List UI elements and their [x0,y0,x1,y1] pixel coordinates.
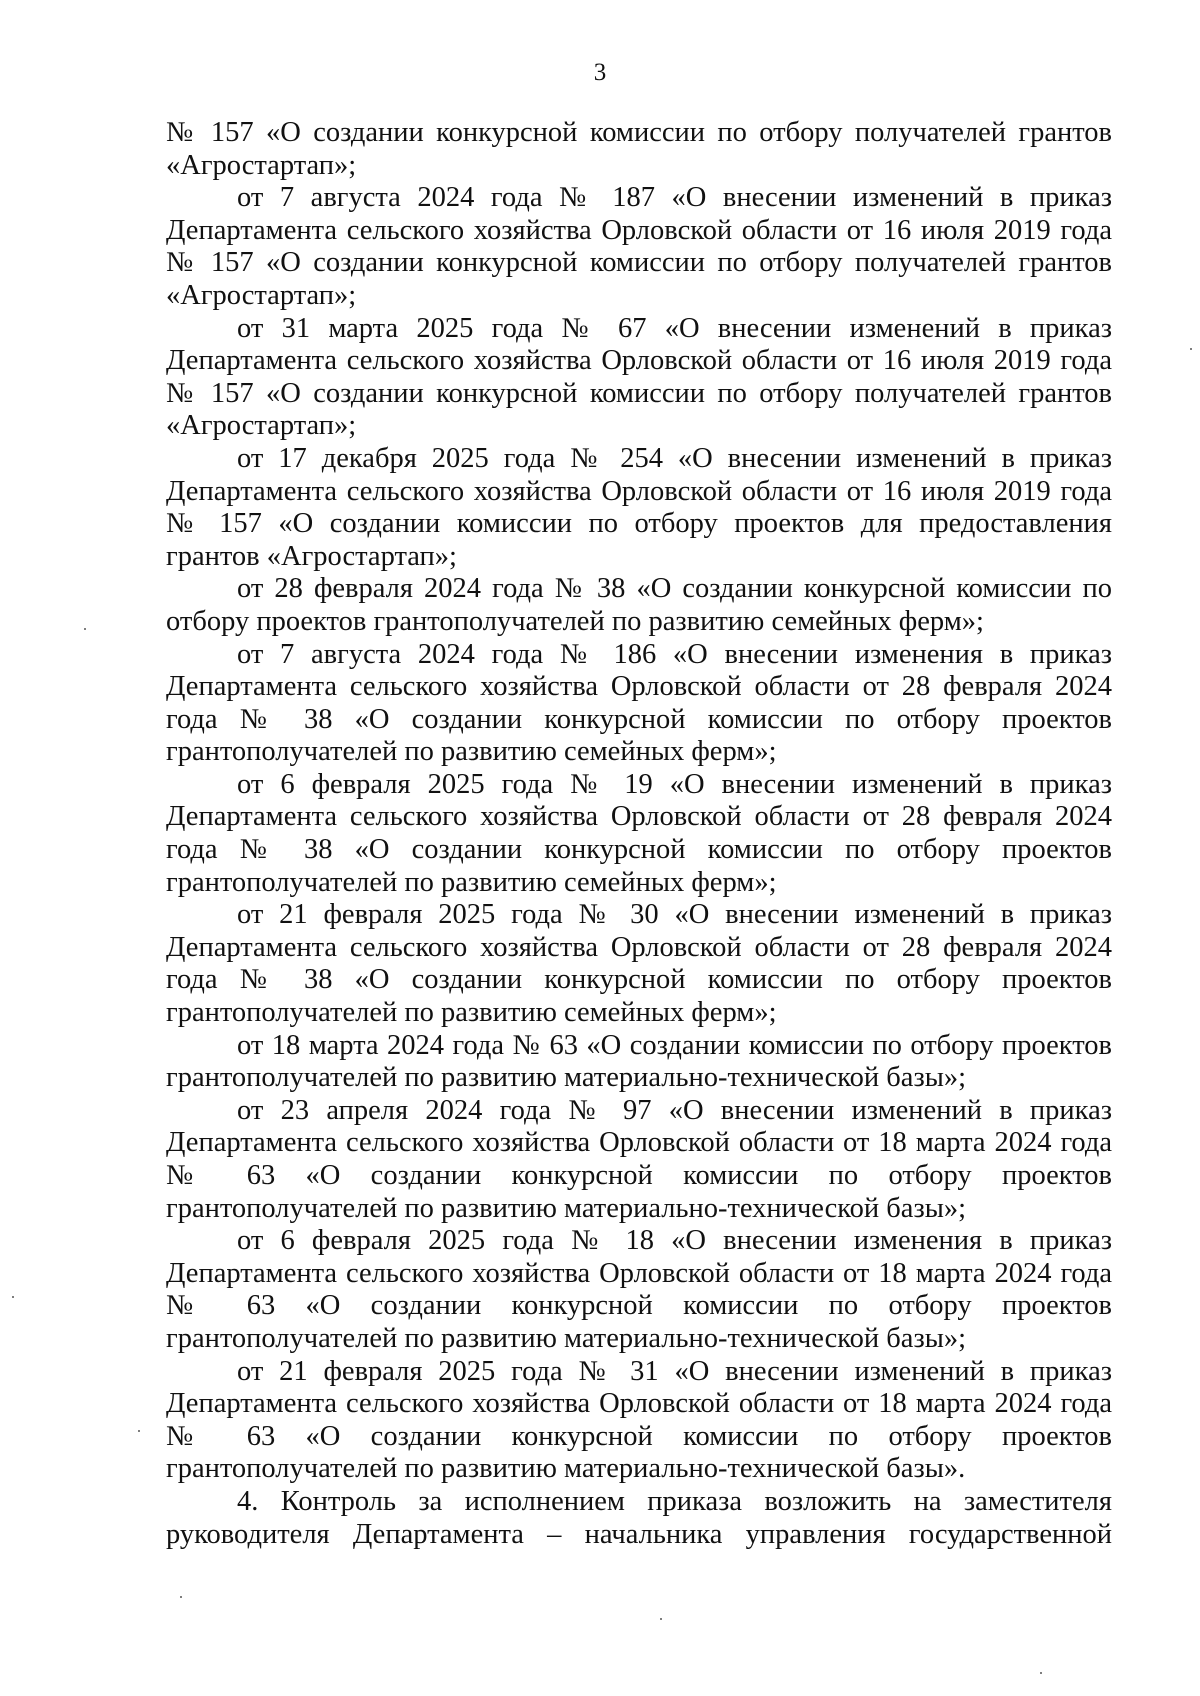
paragraph-order-31: от 21 февраля 2025 года № 31 «О внесении изменений в приказ Департамента сельского хозяйства Орловской области от 18 марта 2024 года № 63 «О создании конкурсной комиссии по отбору проектов грантополучателей по развитию материально-технической базы». [166,1355,1112,1485]
paragraph-order-63: от 18 марта 2024 года № 63 «О создании комиссии по отбору проектов грантополучателей по развитию материально-технической базы»; [166,1029,1112,1094]
scan-speck [138,1430,140,1432]
paragraph-order-30: от 21 февраля 2025 года № 30 «О внесении изменений в приказ Департамента сельского хозяйства Орловской области от 28 февраля 2024 года № 38 «О создании конкурсной комиссии по отбору проектов грантополучателей по развитию семейных ферм»; [166,899,1112,1029]
scan-speck [1190,348,1192,350]
paragraph-continuation: № 157 «О создании конкурсной комиссии по отбору получателей грантов «Агростартап»; [166,117,1112,181]
paragraph-order-186: от 7 августа 2024 года № 186 «О внесении изменения в приказ Департамента сельского хозяйства Орловской области от 28 февраля 2024 года № 38 «О создании конкурсной комиссии по отбору проектов грантополучателей по развитию семейных ферм»; [166,638,1112,768]
paragraph-order-187: от 7 августа 2024 года № 187 «О внесении изменений в приказ Департамента сельского хозяйства Орловской области от 16 июля 2019 года № 157 «О создании конкурсной комиссии по отбору получателей грантов «Агростартап»; [166,182,1112,311]
paragraph-order-254: от 17 декабря 2025 года № 254 «О внесении изменений в приказ Департамента сельского хозяйства Орловской области от 16 июля 2019 года № 157 «О создании комиссии по отбору проектов для предоставления грантов «Агростартап»; [166,442,1112,572]
scan-speck [180,1596,182,1598]
paragraph-item-4: 4. Контроль за исполнением приказа возложить на заместителя руководителя Департамента – начальника управления государственной [166,1485,1112,1550]
paragraph-order-97: от 23 апреля 2024 года № 97 «О внесении изменений в приказ Департамента сельского хозяйства Орловской области от 18 марта 2024 года № 63 «О создании конкурсной комиссии по отбору проектов грантополучателей по развитию материально-технической базы»; [166,1094,1112,1224]
paragraph-order-18: от 6 февраля 2025 года № 18 «О внесении изменения в приказ Департамента сельского хозяйства Орловской области от 18 марта 2024 года № 63 «О создании конкурсной комиссии по отбору проектов грантополучателей по развитию материально-технической базы»; [166,1225,1112,1354]
scan-speck [1040,1672,1042,1674]
scan-speck [12,1296,14,1298]
paragraph-order-38: от 28 февраля 2024 года № 38 «О создании конкурсной комиссии по отбору проектов грантополучателей по развитию семейных ферм»; [166,573,1112,637]
paragraph-order-67: от 31 марта 2025 года № 67 «О внесении изменений в приказ Департамента сельского хозяйства Орловской области от 16 июля 2019 года № 157 «О создании конкурсной комиссии по отбору получателей грантов «Агростартап»; [166,312,1112,442]
page-number: 3 [593,59,607,86]
document-body [166,117,1112,1551]
paragraph-order-19: от 6 февраля 2025 года № 19 «О внесении изменений в приказ Департамента сельского хозяйства Орловской области от 28 февраля 2024 года № 38 «О создании конкурсной комиссии по отбору проектов грантополучателей по развитию семейных ферм»; [166,768,1112,898]
scan-speck [84,628,86,630]
scan-speck [660,1618,662,1620]
